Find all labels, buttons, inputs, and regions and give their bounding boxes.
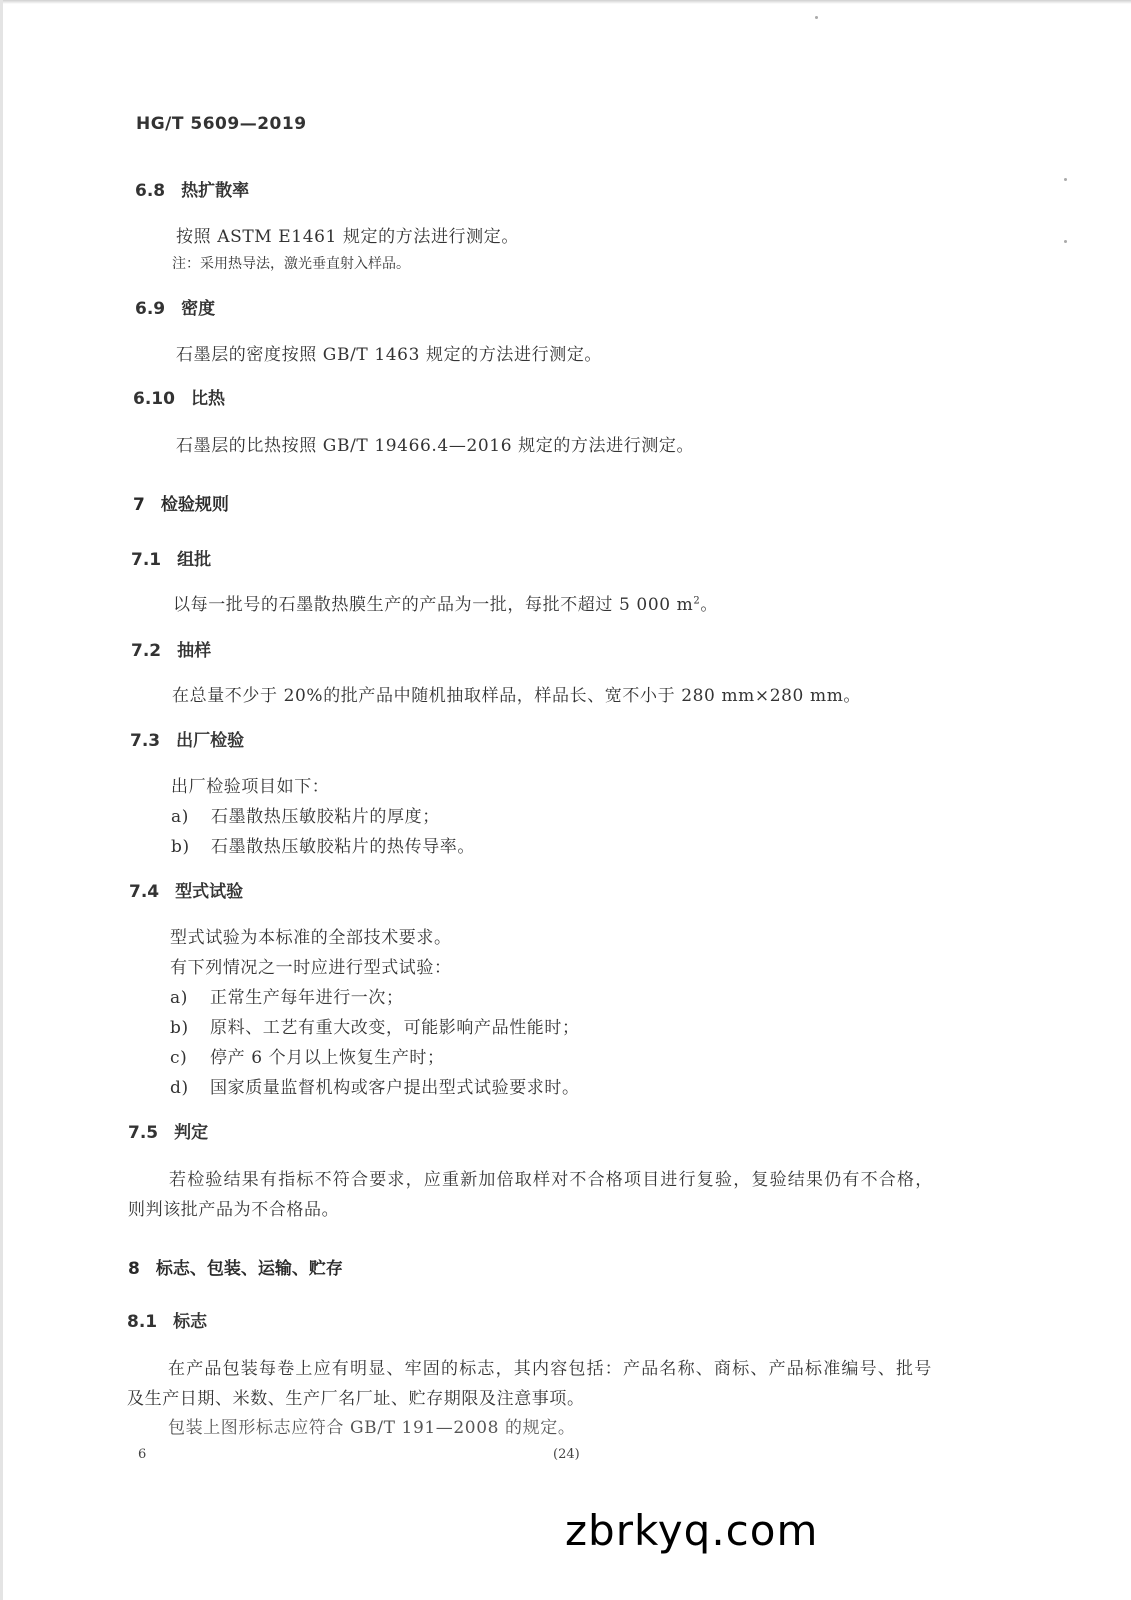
section-7-1-heading	[131, 545, 211, 570]
paragraph-7-3: 出厂检验项目如下：	[171, 777, 330, 797]
list-item	[171, 832, 475, 857]
section-number: 7.4	[129, 882, 160, 902]
list-text: 石墨散热压敏胶粘片的厚度；	[211, 807, 440, 827]
paragraph-7-5-line2: 则判该批产品为不合格品。	[128, 1200, 340, 1220]
list-item	[170, 1043, 445, 1068]
paragraph-7-2: 在总量不少于 20%的批产品中随机抽取样品，样品长、宽不小于 280 mm×280 mm。	[172, 686, 862, 706]
paragraph-8-1-line3: 包装上图形标志应符合 GB/T 191—2008 的规定。	[168, 1418, 576, 1438]
section-number: 6.8	[135, 181, 166, 201]
section-6-10-heading	[133, 384, 225, 409]
paragraph-7-4-b: 有下列情况之一时应进行型式试验：	[170, 958, 452, 978]
paragraph-6-9: 石墨层的密度按照 GB/T 1463 规定的方法进行测定。	[176, 345, 603, 365]
list-marker: b)	[170, 1018, 189, 1038]
paragraph-6-10: 石墨层的比热按照 GB/T 19466.4—2016 规定的方法进行测定。	[176, 436, 695, 456]
section-7-2-heading	[131, 636, 211, 661]
list-marker: a)	[170, 988, 188, 1008]
paragraph-6-8: 按照 ASTM E1461 规定的方法进行测定。	[176, 227, 519, 247]
list-text: 石墨散热压敏胶粘片的热传导率。	[211, 837, 475, 857]
scan-speck	[815, 16, 818, 19]
section-title: 型式试验	[175, 882, 244, 902]
section-number: 8	[128, 1259, 140, 1279]
section-7-3-heading	[130, 726, 244, 751]
section-number: 7.3	[130, 731, 161, 751]
paragraph-text: 以每一批号的石墨散热膜生产的产品为一批，每批不超过 5 000 m	[173, 595, 694, 615]
section-title: 标志、包装、运输、贮存	[155, 1259, 343, 1279]
section-number: 7.5	[128, 1123, 159, 1143]
section-title: 检验规则	[160, 495, 229, 515]
page-top-edge	[0, 0, 1131, 4]
section-title: 判定	[174, 1123, 209, 1143]
superscript: 2	[693, 595, 701, 607]
list-marker: b)	[171, 837, 190, 857]
section-number: 6.9	[135, 299, 166, 319]
section-6-9-heading	[135, 294, 215, 319]
section-title: 标志	[173, 1312, 208, 1332]
paragraph-7-4-a: 型式试验为本标准的全部技术要求。	[170, 928, 452, 948]
standard-code-header: HG/T 5609—2019	[136, 114, 307, 134]
section-title: 比热	[190, 389, 225, 409]
chapter-8-heading	[128, 1254, 343, 1279]
list-marker: d)	[170, 1078, 189, 1098]
list-text: 国家质量监督机构或客户提出型式试验要求时。	[210, 1078, 580, 1098]
section-title: 出厂检验	[176, 731, 245, 751]
list-item	[170, 1013, 580, 1038]
watermark-text: zbrkyq.com	[565, 1506, 819, 1555]
chapter-7-heading	[133, 490, 229, 515]
section-7-4-heading	[129, 877, 243, 902]
section-title: 密度	[181, 299, 216, 319]
scan-speck	[1064, 178, 1067, 181]
section-number: 6.10	[133, 389, 175, 409]
section-8-1-heading	[127, 1307, 207, 1332]
section-number: 7.2	[131, 641, 162, 661]
page-number: 6	[138, 1447, 147, 1462]
section-title: 抽样	[177, 641, 212, 661]
list-marker: c)	[170, 1048, 188, 1068]
section-number: 7	[133, 495, 145, 515]
paragraph-8-1-line1: 在产品包装每卷上应有明显、牢固的标志，其内容包括：产品名称、商标、产品标准编号、批号	[168, 1359, 933, 1379]
section-6-8-heading	[135, 176, 249, 201]
page-left-edge	[0, 0, 3, 1600]
page-sequence: (24)	[553, 1447, 580, 1462]
list-item	[170, 983, 404, 1008]
list-item	[170, 1073, 580, 1098]
section-number: 7.1	[131, 550, 162, 570]
note-6-8: 注：采用热导法，激光垂直射入样品。	[172, 256, 410, 272]
list-text: 原料、工艺有重大改变，可能影响产品性能时；	[210, 1018, 580, 1038]
paragraph-end: 。	[700, 595, 718, 615]
list-marker: a)	[171, 807, 189, 827]
section-number: 8.1	[127, 1312, 158, 1332]
list-text: 停产 6 个月以上恢复生产时；	[210, 1048, 445, 1068]
paragraph-8-1-line2: 及生产日期、米数、生产厂名厂址、贮存期限及注意事项。	[127, 1389, 585, 1409]
section-title: 热扩散率	[181, 181, 250, 201]
paragraph-7-5-line1: 若检验结果有指标不符合要求，应重新加倍取样对不合格项目进行复验，复验结果仍有不合格，	[169, 1170, 934, 1190]
section-title: 组批	[177, 550, 212, 570]
paragraph-7-1	[173, 590, 718, 615]
list-item	[171, 802, 440, 827]
section-7-5-heading	[128, 1118, 208, 1143]
list-text: 正常生产每年进行一次；	[210, 988, 404, 1008]
scan-speck	[1064, 240, 1067, 243]
